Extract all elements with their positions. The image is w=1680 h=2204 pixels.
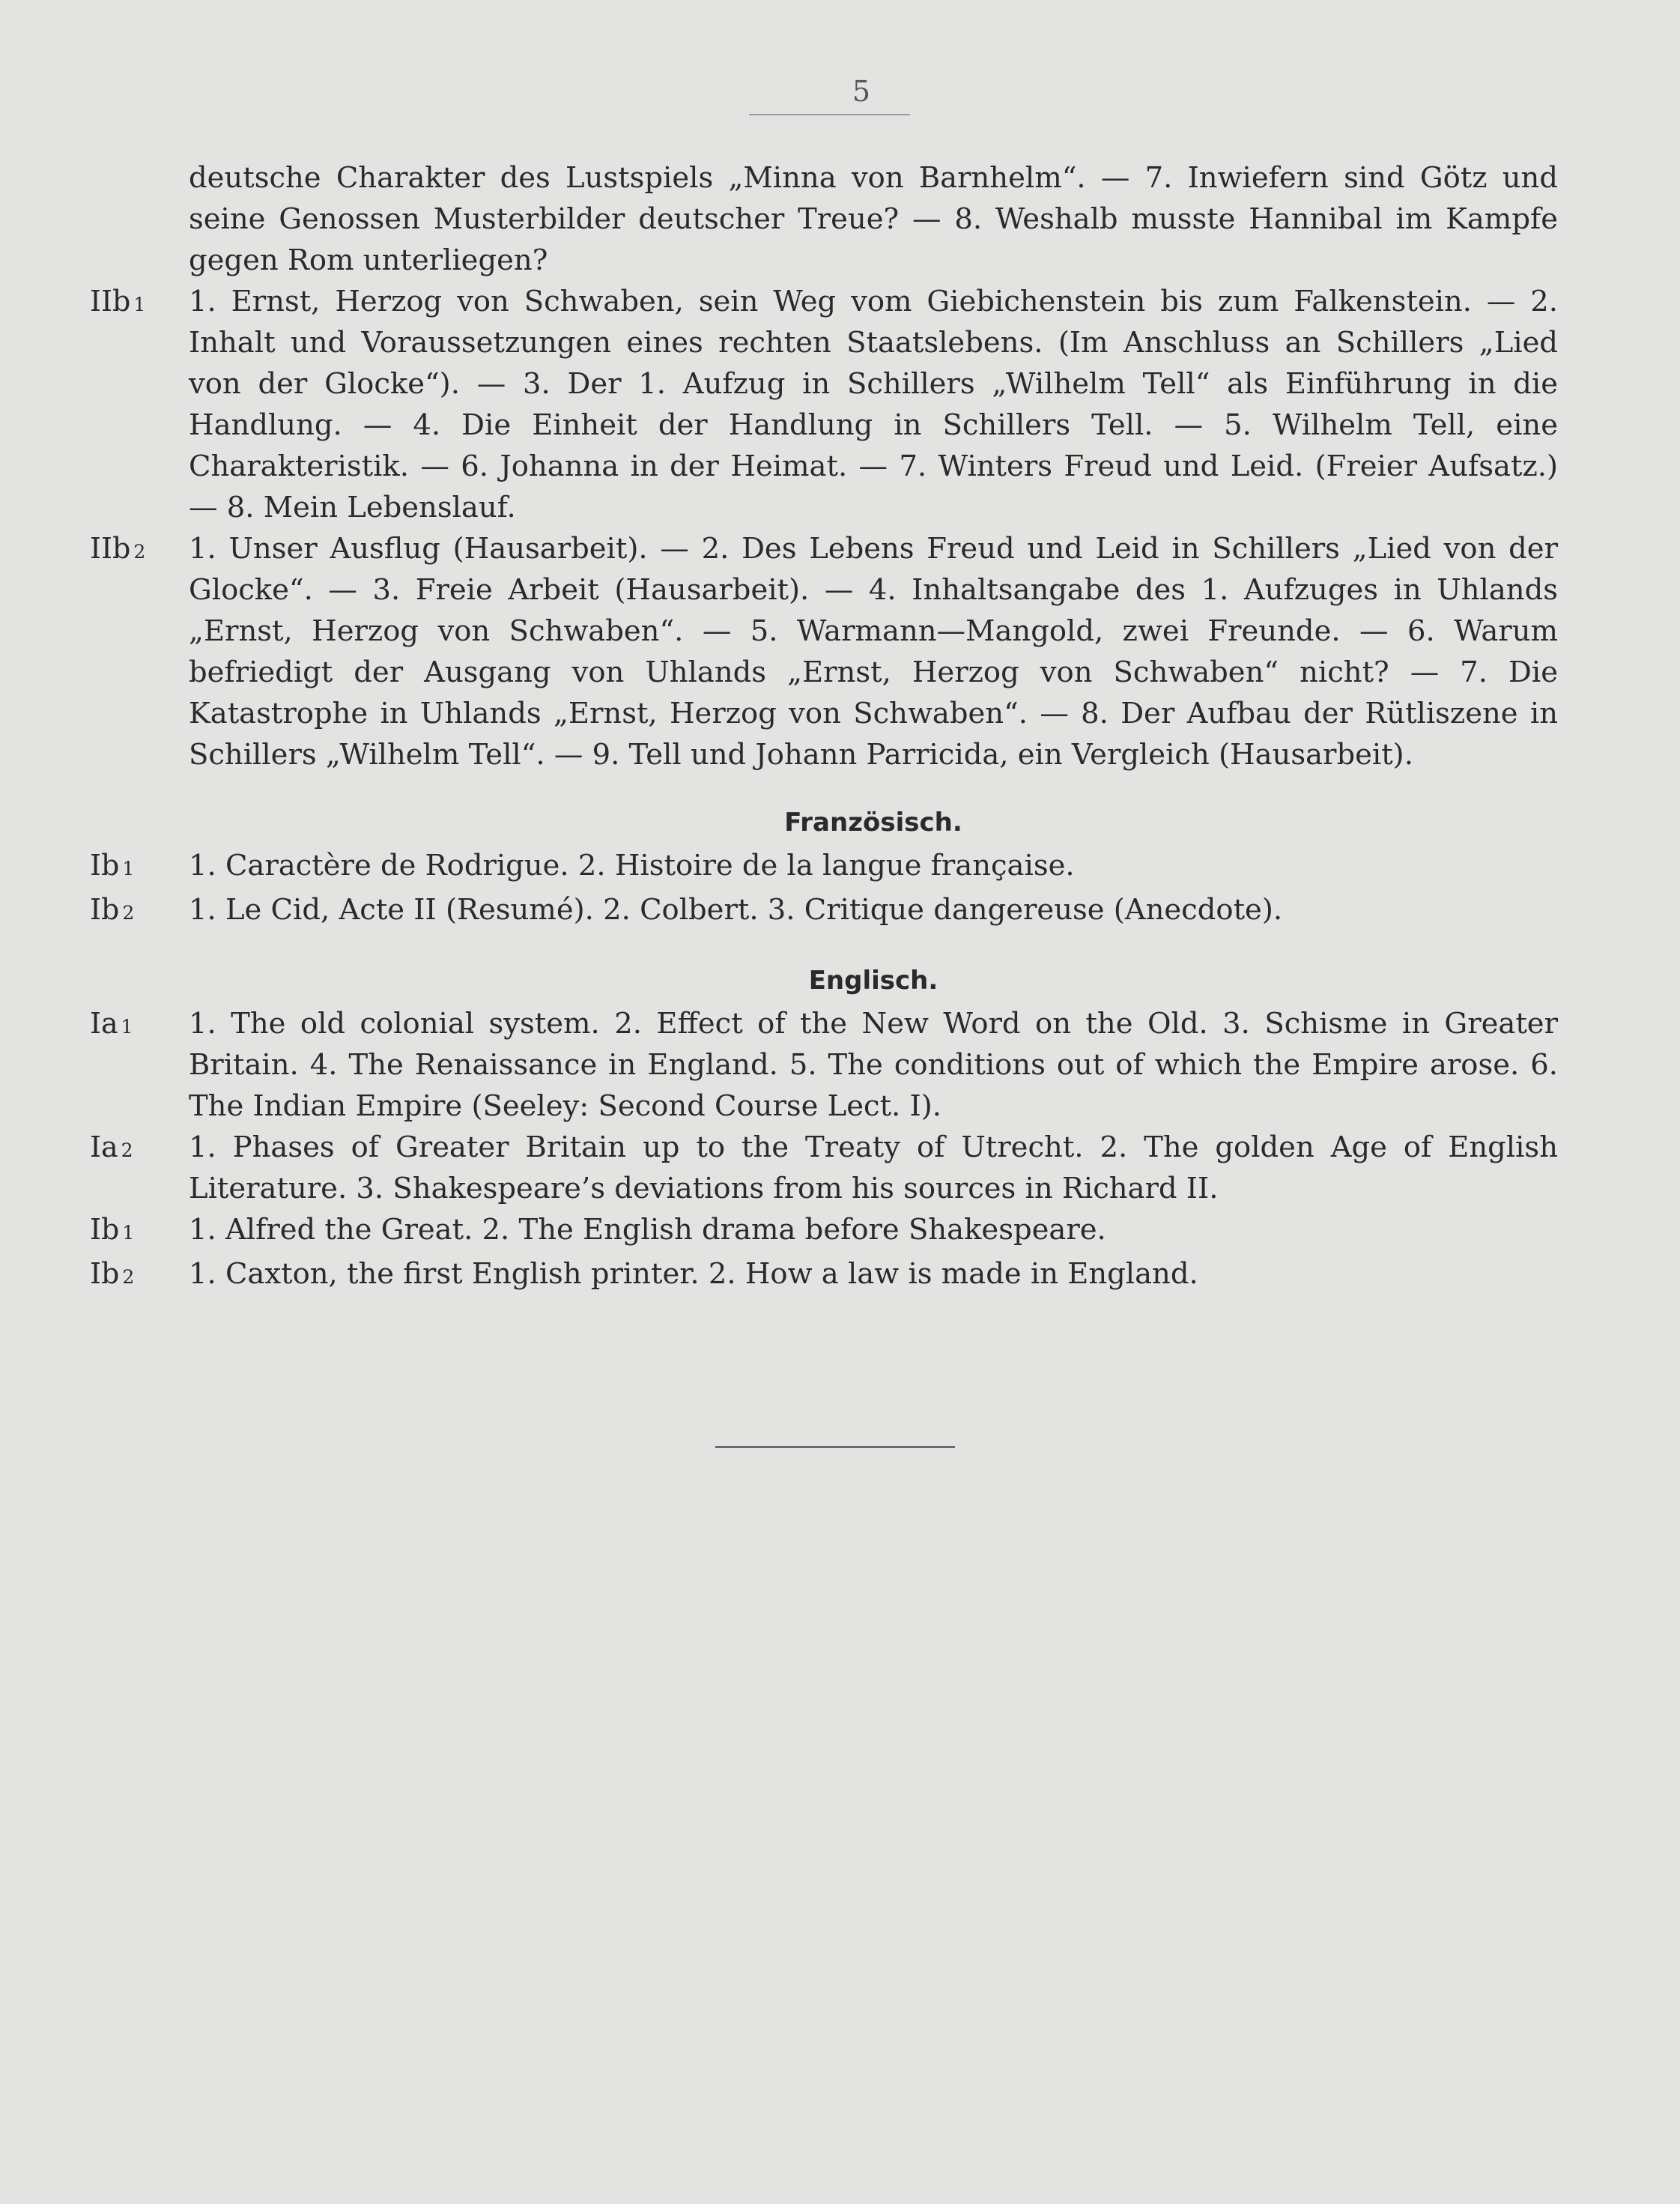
- class-label: [90, 281, 189, 325]
- entry-english-ia2: [90, 1127, 1558, 1209]
- class-subdivision: 1: [122, 1222, 135, 1244]
- page-content: [90, 157, 1558, 1298]
- class-label: [90, 1209, 189, 1253]
- header-rule: [749, 114, 910, 115]
- entry-text: 1. Alfred the Great. 2. The English drama before Shakespeare.: [189, 1213, 1106, 1247]
- entry-text: 1. Le Cid, Acte II (Resumé). 2. Colbert. 3. Critique dangereuse (Anecdote).: [189, 893, 1283, 927]
- closing-rule: [715, 1446, 955, 1448]
- class-label: [90, 1127, 189, 1171]
- entry-german-iib2: [90, 528, 1558, 775]
- class-subdivision: 2: [122, 902, 135, 924]
- class-name: IIb: [90, 532, 131, 565]
- entry-french-ib2: [90, 889, 1558, 933]
- entry-text: 1. Caxton, the first English printer. 2. How a law is made in England.: [189, 1257, 1198, 1291]
- class-name: Ia: [90, 1007, 118, 1040]
- class-name: Ia: [90, 1130, 118, 1163]
- class-label: [90, 1253, 189, 1298]
- section-heading-french: Französisch.: [784, 808, 962, 838]
- page-number: 5: [852, 75, 871, 108]
- class-label: [90, 528, 189, 572]
- entry-text: 1. Caractère de Rodrigue. 2. Histoire de la langue française.: [189, 849, 1075, 882]
- class-label: [90, 845, 189, 889]
- class-subdivision: 1: [121, 1016, 133, 1038]
- class-name: Ib: [90, 1213, 120, 1246]
- entry-english-ia1: [90, 1003, 1558, 1127]
- class-subdivision: 2: [122, 1266, 135, 1288]
- class-name: Ib: [90, 893, 120, 926]
- class-label: [90, 1003, 189, 1047]
- class-name: Ib: [90, 849, 120, 882]
- entry-text: 1. Unser Ausflug (Hausarbeit). — 2. Des Lebens Freud und Leid in Schillers „Lied von der Glocke“. — 3. Freie Arbeit (Hausarbeit). — 4. Inhaltsangabe des 1. Aufzuges in Uhlands „Ernst, Herzog von Schwaben“. — 5. Warmann—Mangold, zwei Freunde. — 6. Warum befriedigt der Ausgang von Uhlands „Ernst, Herzog von Schwaben“ nicht? — 7. Die Katastrophe in Uhlands „Ernst, Herzog von Schwaben“. — 8. Der Aufbau der Rütliszene in Schillers „Wilhelm Tell“. — 9. Tell und Johann Parricida, ein Vergleich (Hausarbeit).: [189, 532, 1558, 772]
- entry-english-ib2: [90, 1253, 1558, 1298]
- entry-german-iib1: [90, 281, 1558, 528]
- class-subdivision: 1: [133, 294, 146, 315]
- class-name: IIb: [90, 285, 131, 318]
- entry-text: deutsche Charakter des Lustspiels „Minna von Barnhelm“. — 7. Inwiefern sind Götz und seine Genossen Musterbilder deutscher Treue? — 8. Weshalb musste Hannibal im Kampfe gegen Rom unterliegen?: [189, 161, 1558, 277]
- entry-text: 1. The old colonial system. 2. Effect of the New Word on the Old. 3. Schisme in Greater Britain. 4. The Renaissance in England. 5. The conditions out of which the Empire arose. 6. The Indian Empire (Seeley: Second Course Lect. I).: [189, 1007, 1558, 1123]
- entry-english-ib1: [90, 1209, 1558, 1253]
- entry-text: 1. Phases of Greater Britain up to the Treaty of Utrecht. 2. The golden Age of English Literature. 3. Shakespeare’s deviations from his sources in Richard II.: [189, 1130, 1558, 1205]
- class-label: [90, 889, 189, 933]
- entry-french-ib1: [90, 845, 1558, 889]
- section-heading-english: Englisch.: [808, 966, 938, 996]
- entry-text: 1. Ernst, Herzog von Schwaben, sein Weg vom Giebichenstein bis zum Falkenstein. — 2. Inhalt und Voraussetzungen eines rechten Staatslebens. (Im Anschluss an Schillers „Lied von der Glocke“). — 3. Der 1. Aufzug in Schillers „Wilhelm Tell“ als Einführung in die Handlung. — 4. Die Einheit der Handlung in Schillers Tell. — 5. Wilhelm Tell, eine Charakteristik. — 6. Johanna in der Heimat. — 7. Winters Freud und Leid. (Freier Aufsatz.) — 8. Mein Lebenslauf.: [189, 285, 1558, 524]
- continuation-paragraph: [90, 157, 1558, 281]
- class-subdivision: 1: [122, 858, 135, 880]
- class-subdivision: 2: [121, 1139, 133, 1161]
- class-name: Ib: [90, 1257, 120, 1290]
- class-subdivision: 2: [133, 541, 146, 563]
